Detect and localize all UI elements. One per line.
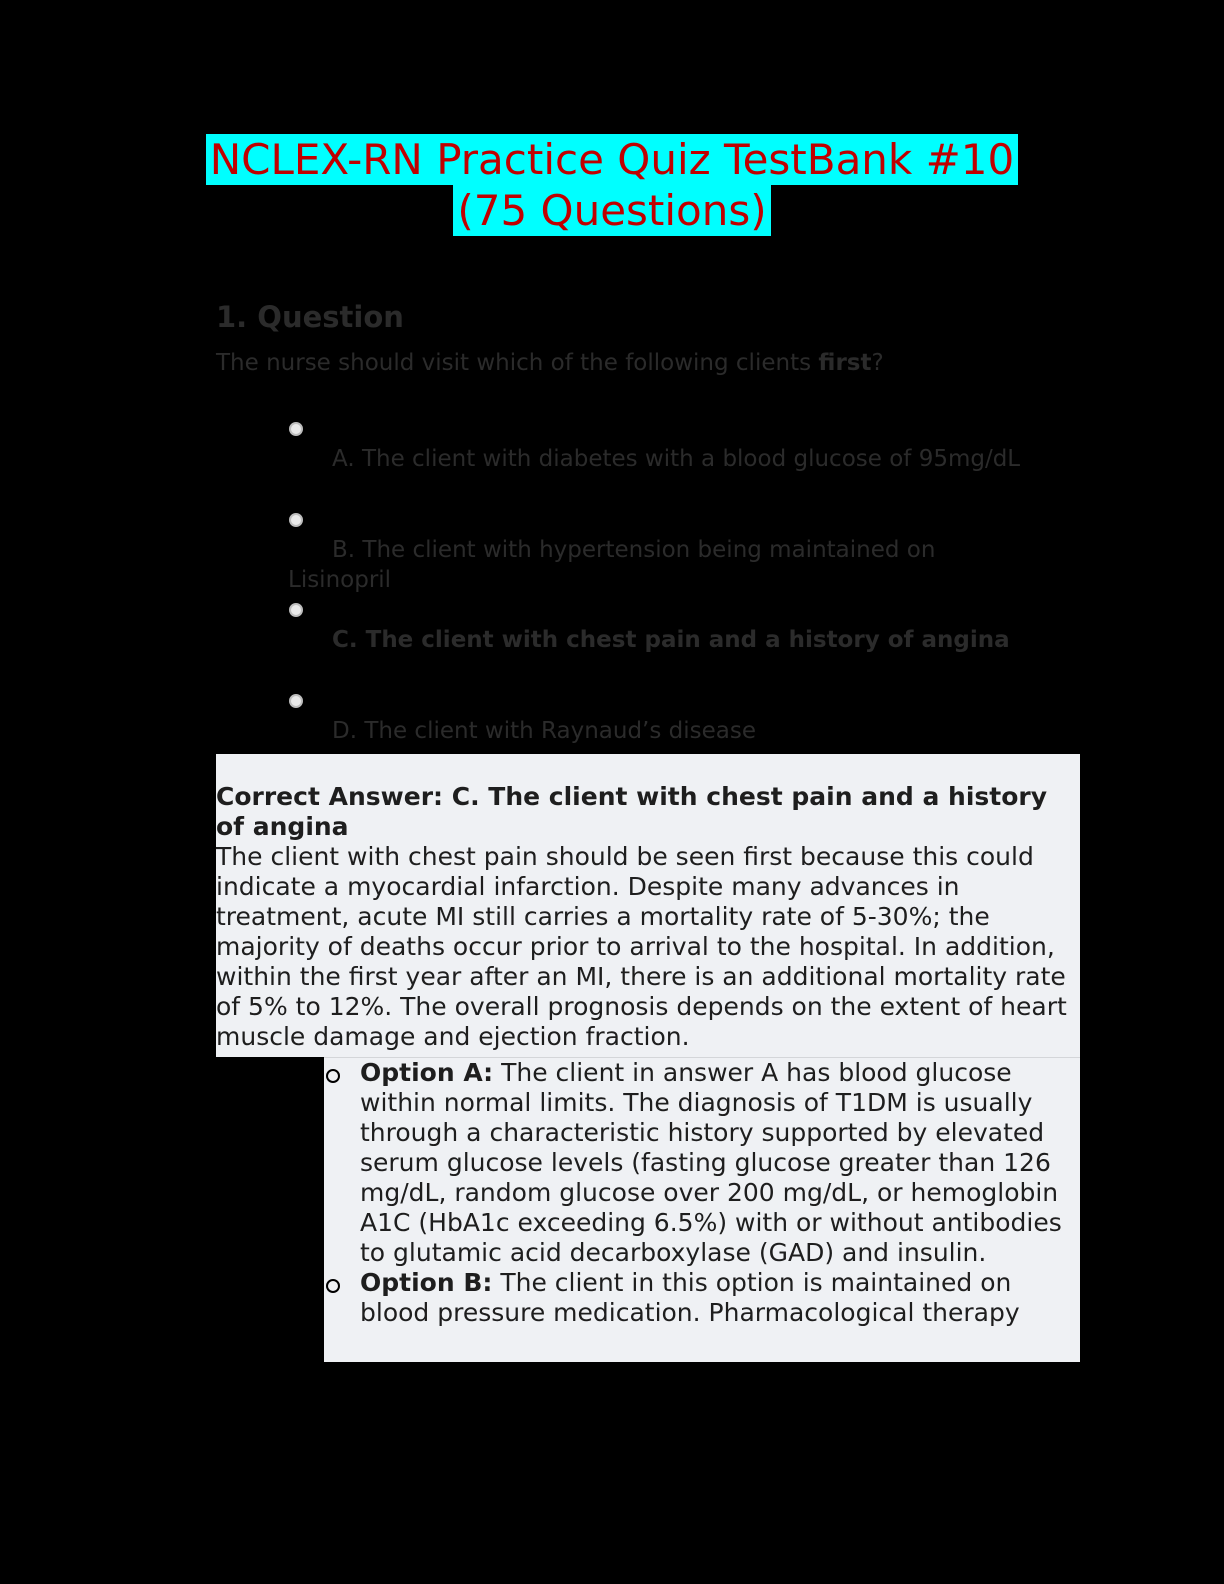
circle-bullet-icon — [326, 1069, 340, 1083]
answer-explanation-text: The client with chest pain should be seen first because this could indicate a myocardial infarction. Despite many advances in treatment, acute MI still carries a mortality rate of 5-30%; the majority of deaths occur prior to arrival to the hospital. In addition, within the first year after an MI, there is an additional mortality rate of 5% to 12%. The overall prognosis depends on the extent of heart muscle damage and ejection fraction. — [216, 842, 1067, 1051]
answer-option-b-label: B. The client with hypertension being maintained on Lisinopril — [288, 537, 936, 593]
rationale-text-b: The client in this option is maintained on blood pressure medication. Pharmacological therapy — [360, 1268, 1020, 1327]
answer-option-b[interactable] — [288, 535, 1028, 595]
circle-bullet-icon — [326, 1279, 340, 1293]
question-heading: 1. Question — [216, 300, 404, 334]
title-line-1: NCLEX-RN Practice Quiz TestBank #10 — [206, 134, 1019, 185]
title-line-2: (75 Questions) — [453, 185, 770, 236]
question-prompt-emphasis: first — [818, 350, 872, 376]
radio-button-d[interactable] — [289, 694, 303, 708]
rationale-text-a: The client in answer A has blood glucose within normal limits. The diagnosis of T1DM is usually through a characteristic history supported by elevated serum glucose levels (fasting glucose greater than 126 mg/dL, random glucose over 200 mg/dL, or hemoglobin A1C (HbA1c exceeding 6.5%) with or without antibodies to glutamic acid decarboxylase (GAD) and insulin. — [360, 1058, 1062, 1267]
rationale-label-a: Option A: — [360, 1058, 494, 1087]
radio-button-b[interactable] — [289, 513, 303, 527]
answer-option-d-label: D. The client with Raynaud’s disease — [332, 718, 756, 744]
answer-option-c[interactable] — [288, 625, 1028, 655]
question-prompt-text: The nurse should visit which of the following clients — [216, 350, 819, 376]
answer-option-c-label: C. The client with chest pain and a history of angina — [332, 627, 1010, 653]
page-title — [0, 134, 1224, 236]
radio-button-a[interactable] — [289, 422, 303, 436]
answer-option-d[interactable] — [288, 716, 1028, 746]
rationale-option-b — [324, 1268, 1080, 1328]
correct-answer-heading: Correct Answer: C. The client with chest pain and a history of angina — [216, 782, 1048, 841]
rationale-label-b: Option B: — [360, 1268, 493, 1297]
rationale-list — [324, 1057, 1080, 1362]
answer-option-a-label: A. The client with diabetes with a blood glucose of 95mg/dL — [332, 446, 1021, 472]
answer-explanation-box — [216, 754, 1080, 1057]
radio-button-c[interactable] — [289, 603, 303, 617]
question-prompt — [216, 350, 884, 376]
rationale-option-a — [324, 1058, 1080, 1268]
question-prompt-end: ? — [871, 350, 884, 376]
answer-option-a[interactable] — [288, 444, 1028, 474]
